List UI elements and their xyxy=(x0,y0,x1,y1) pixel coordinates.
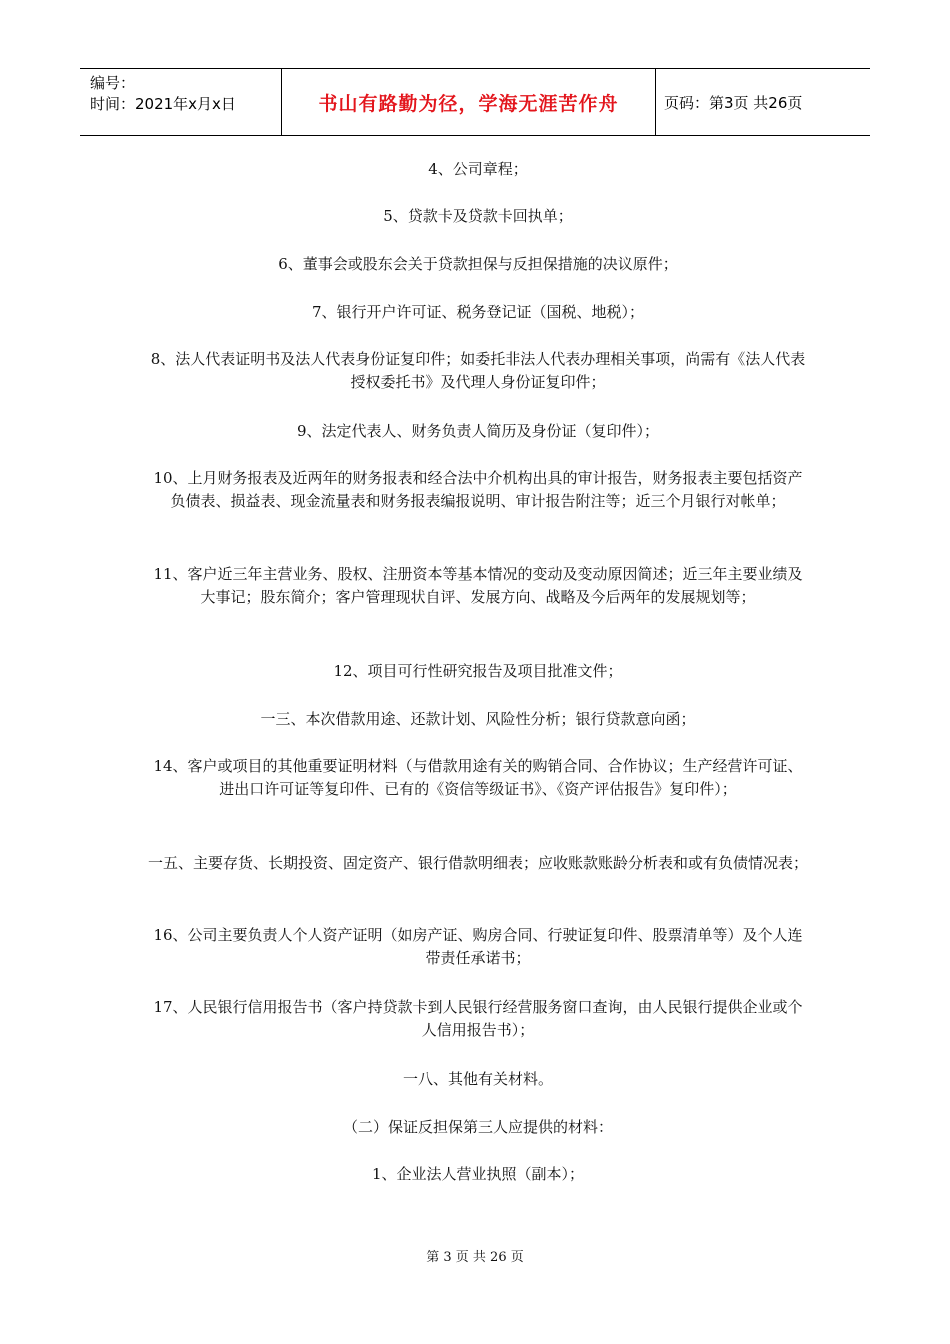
list-item: 6、董事会或股东会关于贷款担保与反担保措施的决议原件； xyxy=(278,255,678,273)
list-item: 4、公司章程； xyxy=(428,160,528,178)
document-time-label: 时间：2021年x月x日 xyxy=(90,95,236,113)
page-footer: 第 3 页 共 26 页 xyxy=(426,1250,524,1265)
header-motto: 书山有路勤为径，学海无涯苦作舟 xyxy=(282,69,656,135)
list-item: 7、银行开户许可证、税务登记证（国税、地税）； xyxy=(311,303,645,321)
list-item: 一五、主要存货、长期投资、固定资产、银行借款明细表；应收账款账龄分析表和或有负债情况表； xyxy=(148,854,809,872)
list-item: 17、人民银行信用报告书（客户持贷款卡到人民银行经营服务窗口查询，由人民银行提供企业或个人信用报告书）； xyxy=(153,998,803,1039)
list-item: 9、法定代表人、财务负责人简历及身份证（复印件）； xyxy=(296,422,660,440)
list-item: 11、客户近三年主营业务、股权、注册资本等基本情况的变动及变动原因简述；近三年主要业绩及大事记；股东简介；客户管理现状自评、发展方向、战略及今后两年的发展规划等； xyxy=(153,565,803,606)
list-item: 一八、其他有关材料。 xyxy=(402,1070,553,1088)
list-item: 5、贷款卡及贷款卡回执单； xyxy=(383,207,573,225)
list-item: 10、上月财务报表及近两年的财务报表和经合法中介机构出具的审计报告，财务报表主要包括资产负债表、损益表、现金流量表和财务报表编报说明、审计报告附注等；近三个月银行对帐单； xyxy=(153,469,803,510)
list-item: 14、客户或项目的其他重要证明材料（与借款用途有关的购销合同、合作协议；生产经营许可证、进出口许可证等复印件、已有的《资信等级证书》、《资产评估报告》复印件）； xyxy=(153,757,803,798)
page-header xyxy=(80,68,870,136)
header-meta xyxy=(80,69,282,135)
list-item: 16、公司主要负责人个人资产证明（如房产证、购房合同、行驶证复印件、股票清单等）及个人连带责任承诺书； xyxy=(153,926,803,967)
list-item: 1、企业法人营业执照（副本）； xyxy=(371,1165,585,1183)
list-item: 一三、本次借款用途、还款计划、风险性分析；银行贷款意向函； xyxy=(260,710,696,728)
list-item: 8、法人代表证明书及法人代表身份证复印件；如委托非法人代表办理相关事项，尚需有《法人代表授权委托书》及代理人身份证复印件； xyxy=(150,350,806,391)
header-page-info: 页码：第3页 共26页 xyxy=(664,93,803,112)
section-heading: （二）保证反担保第三人应提供的材料： xyxy=(342,1118,613,1136)
list-item: 12、项目可行性研究报告及项目批准文件； xyxy=(333,662,623,680)
document-number-label: 编号： xyxy=(90,74,136,92)
